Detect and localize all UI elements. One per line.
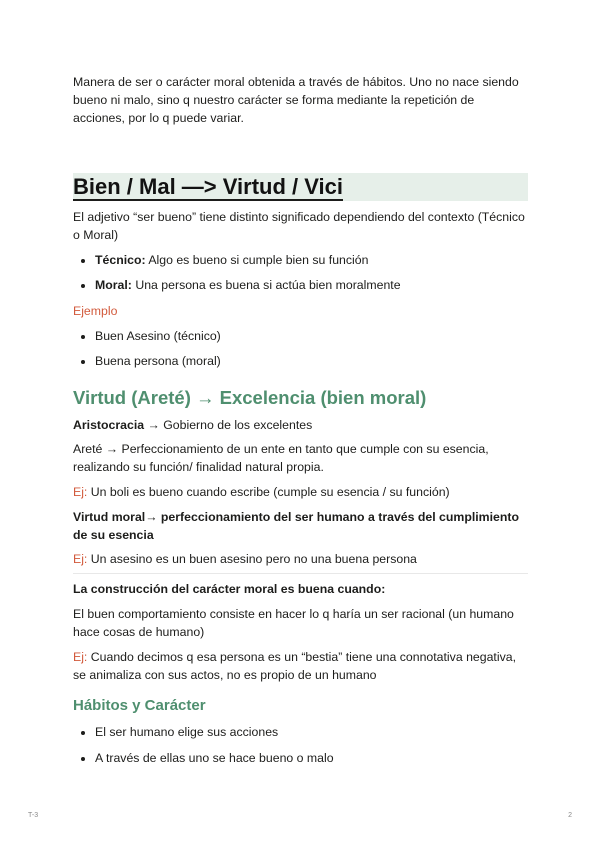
definitions-list bbox=[73, 251, 550, 294]
example-label: Ejemplo bbox=[73, 304, 118, 318]
heading-bien-mal bbox=[73, 173, 528, 201]
habitos-list bbox=[73, 723, 550, 767]
arete-paragraph: Areté → Perfeccionamiento de un ente en tanto que cumple con su esencia, realizando su función/ finalidad natural propia. bbox=[73, 442, 489, 474]
example-text: Un boli es bueno cuando escribe (cumple su esencia / su función) bbox=[87, 485, 450, 499]
example-asesino bbox=[73, 550, 528, 568]
list-item: • El ser humano elige sus acciones bbox=[95, 723, 550, 741]
heading-habitos: Hábitos y Carácter bbox=[73, 697, 206, 714]
definition-term: Técnico: bbox=[95, 253, 146, 267]
construccion-paragraph: La construcción del carácter moral es buena cuando: bbox=[73, 582, 386, 596]
definition-text: Algo es bueno si cumple bien su función bbox=[145, 253, 369, 267]
virtud-moral-paragraph: Virtud moral→ perfeccionamiento del ser humano a través del cumplimiento de su esencia bbox=[73, 510, 519, 542]
aristocracia-term: Aristocracia bbox=[73, 418, 145, 432]
example-prefix: Ej: bbox=[73, 650, 88, 664]
list-item: • Buena persona (moral) bbox=[95, 352, 550, 370]
aristocracia-text: → Gobierno de los excelentes bbox=[144, 418, 313, 432]
examples-list bbox=[73, 327, 550, 370]
divider bbox=[73, 573, 528, 574]
example-text: Un asesino es un buen asesino pero no una buena persona bbox=[87, 552, 417, 566]
intro-paragraph: Manera de ser o carácter moral obtenida a través de hábitos. Uno no nace siendo bueno ni malo, sino q nuestro carácter se forma mediante la repetición de acciones, por lo q puede variar. bbox=[73, 75, 519, 125]
adjective-paragraph: El adjetivo “ser bueno” tiene distinto significado dependiendo del contexto (Técnico o Moral) bbox=[73, 210, 525, 242]
definition-term: Moral: bbox=[95, 278, 132, 292]
example-bestia bbox=[73, 648, 528, 684]
list-item: • A través de ellas uno se hace bueno o malo bbox=[95, 749, 550, 767]
list-item: • Buen Asesino (técnico) bbox=[95, 327, 550, 345]
list-item bbox=[95, 251, 550, 269]
example-prefix: Ej: bbox=[73, 552, 88, 566]
aristocracia-paragraph bbox=[73, 416, 528, 434]
list-item bbox=[95, 276, 550, 294]
example-boli bbox=[73, 483, 528, 501]
comportamiento-paragraph: El buen comportamiento consiste en hacer lo q haría un ser racional (un humano hace cosas de humano) bbox=[73, 607, 514, 639]
heading-bien-mal-text: Bien / Mal —> Virtud / Vici bbox=[73, 174, 343, 199]
example-prefix: Ej: bbox=[73, 485, 88, 499]
definition-text: Una persona es buena si actúa bien moralmente bbox=[131, 278, 401, 292]
page-number: 2 bbox=[568, 812, 572, 819]
example-text: Cuando decimos q esa persona es un “bestia” tiene una connotativa negativa, se animaliza con sus actos, no es propio de un humano bbox=[73, 650, 516, 682]
heading-virtud: Virtud (Areté) → Excelencia (bien moral) bbox=[73, 387, 427, 408]
footer-left: T-3 bbox=[28, 812, 39, 819]
